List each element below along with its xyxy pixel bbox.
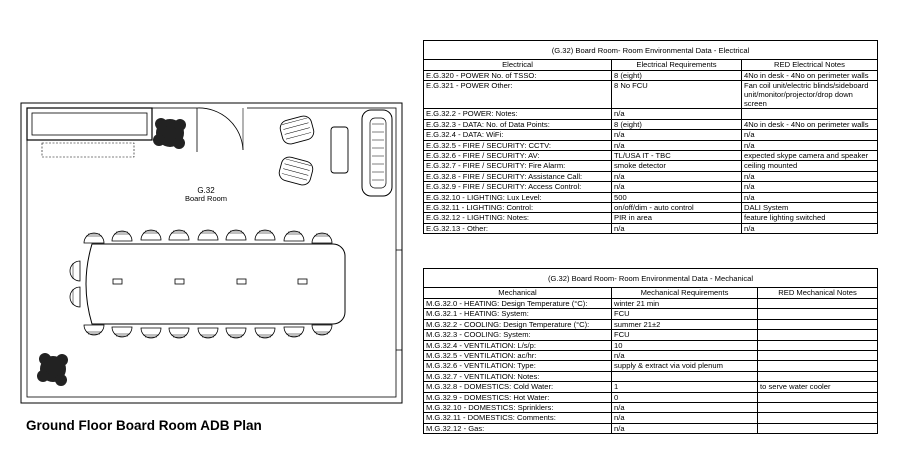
chair-end-left (70, 261, 80, 307)
table-row (424, 109, 878, 119)
table-cell: n/a (612, 171, 742, 181)
plant-icon (37, 353, 68, 386)
table-row (424, 171, 878, 181)
table-cell: TL/USA IT - TBC (612, 150, 742, 160)
table-cell (758, 340, 878, 350)
chair-row-bottom (84, 325, 332, 338)
table-row (424, 392, 878, 402)
table-row (424, 319, 878, 329)
table-row (424, 213, 878, 223)
table-cell: n/a (742, 171, 878, 181)
column-header: RED Electrical Notes (742, 60, 878, 71)
table-cell: 0 (612, 392, 758, 402)
room-name-label: Board Room (184, 194, 228, 203)
table-cell: E.G.32.7 - FIRE / SECURITY: Fire Alarm: (424, 161, 612, 171)
table-row (424, 223, 878, 233)
table-cell: ceiling mounted (742, 161, 878, 171)
table-cell (758, 402, 878, 412)
table-cell: to serve water cooler (758, 382, 878, 392)
table-row (424, 81, 878, 109)
table-cell: M.G.32.5 - VENTILATION: ac/hr: (424, 350, 612, 360)
table-cell: n/a (612, 350, 758, 360)
table-cell: E.G.32.9 - FIRE / SECURITY: Access Control: (424, 182, 612, 192)
column-header: Electrical Requirements (612, 60, 742, 71)
table-title: (G.32) Board Room- Room Environmental Data - Mechanical (424, 269, 878, 288)
table-cell: M.G.32.9 - DOMESTICS: Hot Water: (424, 392, 612, 402)
table-row (424, 202, 878, 212)
table-cell: n/a (742, 140, 878, 150)
table-cell: n/a (742, 192, 878, 202)
table-row (424, 161, 878, 171)
table-cell: expected skype camera and speaker (742, 150, 878, 160)
table-cell: E.G.32.5 - FIRE / SECURITY: CCTV: (424, 140, 612, 150)
sideboard (42, 143, 134, 157)
table-cell: n/a (612, 109, 742, 119)
plan-title: Ground Floor Board Room ADB Plan (26, 418, 262, 433)
table-cell: 8 (eight) (612, 119, 742, 129)
table-row (424, 382, 878, 392)
table-cell: DALI System (742, 202, 878, 212)
table-cell (742, 109, 878, 119)
table-cell: n/a (612, 402, 758, 412)
table-cell: E.G.32.4 - DATA: WiFi: (424, 130, 612, 140)
table-cell: E.G.32.2 - POWER: Notes: (424, 109, 612, 119)
table-row (424, 130, 878, 140)
table-cell: summer 21±2 (612, 319, 758, 329)
table-row (424, 340, 878, 350)
table-title: (G.32) Board Room- Room Environmental Data - Electrical (424, 41, 878, 60)
table-cell (758, 319, 878, 329)
electrical-table (423, 40, 878, 234)
table-row (424, 423, 878, 433)
table-cell: M.G.32.7 - VENTILATION: Notes: (424, 371, 612, 381)
table-cell (758, 413, 878, 423)
sofa (362, 110, 392, 196)
table-cell: 10 (612, 340, 758, 350)
table-cell: M.G.32.0 - HEATING: Design Temperature (°C): (424, 299, 612, 309)
table-row (424, 309, 878, 319)
table-row (424, 140, 878, 150)
table-cell: E.G.32.8 - FIRE / SECURITY: Assistance Call: (424, 171, 612, 181)
table-cell: M.G.32.11 - DOMESTICS: Comments: (424, 413, 612, 423)
table-cell: 4No in desk - 4No on perimeter walls (742, 119, 878, 129)
lounge-chair (278, 114, 315, 145)
table-cell: on/off/dim - auto control (612, 202, 742, 212)
table-cell: E.G.32.10 - LIGHTING: Lux Level: (424, 192, 612, 202)
table-cell: M.G.32.10 - DOMESTICS: Sprinklers: (424, 402, 612, 412)
table-row (424, 402, 878, 412)
table-row (424, 330, 878, 340)
table-cell: 1 (612, 382, 758, 392)
table-cell: n/a (742, 182, 878, 192)
table-cell: E.G.32.11 - LIGHTING: Control: (424, 202, 612, 212)
chair-row-top (84, 230, 332, 243)
table-cell (612, 371, 758, 381)
table-cell: n/a (742, 223, 878, 233)
table-cell: n/a (612, 223, 742, 233)
plant-icon (153, 118, 186, 149)
table-row (424, 71, 878, 81)
lounge-chair (277, 155, 314, 186)
table-cell: E.G.32.6 - FIRE / SECURITY: AV: (424, 150, 612, 160)
table-cell: PIR in area (612, 213, 742, 223)
table-cell: 8 No FCU (612, 81, 742, 109)
table-cell (758, 371, 878, 381)
table-row (424, 361, 878, 371)
table-cell: winter 21 min (612, 299, 758, 309)
door-swing (197, 108, 243, 152)
table-cell: n/a (612, 182, 742, 192)
table-cell: Fan coil unit/electric blinds/sideboard unit/monitor/projector/drop down screen (742, 81, 878, 109)
mechanical-table (423, 268, 878, 434)
table-cell: smoke detector (612, 161, 742, 171)
column-header: Mechanical (424, 288, 612, 299)
table-row (424, 413, 878, 423)
table-cell: 500 (612, 192, 742, 202)
table-cell: M.G.32.4 - VENTILATION: L/s/p: (424, 340, 612, 350)
table-cell: M.G.32.12 - Gas: (424, 423, 612, 433)
table-row (424, 150, 878, 160)
table-cell: E.G.321 - POWER Other: (424, 81, 612, 109)
table-cell: E.G.320 - POWER No. of TSSO: (424, 71, 612, 81)
coffee-table (331, 127, 348, 173)
table-cell: E.G.32.13 - Other: (424, 223, 612, 233)
table-row (424, 371, 878, 381)
table-cell: M.G.32.3 - COOLING: System: (424, 330, 612, 340)
column-header: Mechanical Requirements (612, 288, 758, 299)
table-cell: M.G.32.1 - HEATING: System: (424, 309, 612, 319)
table-cell: FCU (612, 330, 758, 340)
table-cell (758, 392, 878, 402)
table-cell (758, 299, 878, 309)
table-cell: 4No in desk - 4No on perimeter walls (742, 71, 878, 81)
table-cell: n/a (742, 130, 878, 140)
table-cell: supply & extract via void plenum (612, 361, 758, 371)
table-cell (758, 330, 878, 340)
table-cell: FCU (612, 309, 758, 319)
table-row (424, 192, 878, 202)
table-cell: n/a (612, 130, 742, 140)
table-cell: E.G.32.12 - LIGHTING: Notes: (424, 213, 612, 223)
table-cell (758, 309, 878, 319)
table-row (424, 350, 878, 360)
table-cell (758, 423, 878, 433)
table-cell: 8 (eight) (612, 71, 742, 81)
table-cell: M.G.32.8 - DOMESTICS: Cold Water: (424, 382, 612, 392)
table-row (424, 182, 878, 192)
table-cell: E.G.32.3 - DATA: No. of Data Points: (424, 119, 612, 129)
table-cell: n/a (612, 140, 742, 150)
table-row (424, 299, 878, 309)
table-cell: n/a (612, 413, 758, 423)
table-cell: n/a (612, 423, 758, 433)
column-header: Electrical (424, 60, 612, 71)
floor-plan (0, 0, 420, 410)
table-cell: M.G.32.6 - VENTILATION: Type: (424, 361, 612, 371)
room-code-label: G.32 (197, 186, 215, 195)
table-cell: M.G.32.2 - COOLING: Design Temperature (°C): (424, 319, 612, 329)
table-cell (758, 361, 878, 371)
table-cell: feature lighting switched (742, 213, 878, 223)
table-row (424, 119, 878, 129)
column-header: RED Mechanical Notes (758, 288, 878, 299)
table-cell (758, 350, 878, 360)
